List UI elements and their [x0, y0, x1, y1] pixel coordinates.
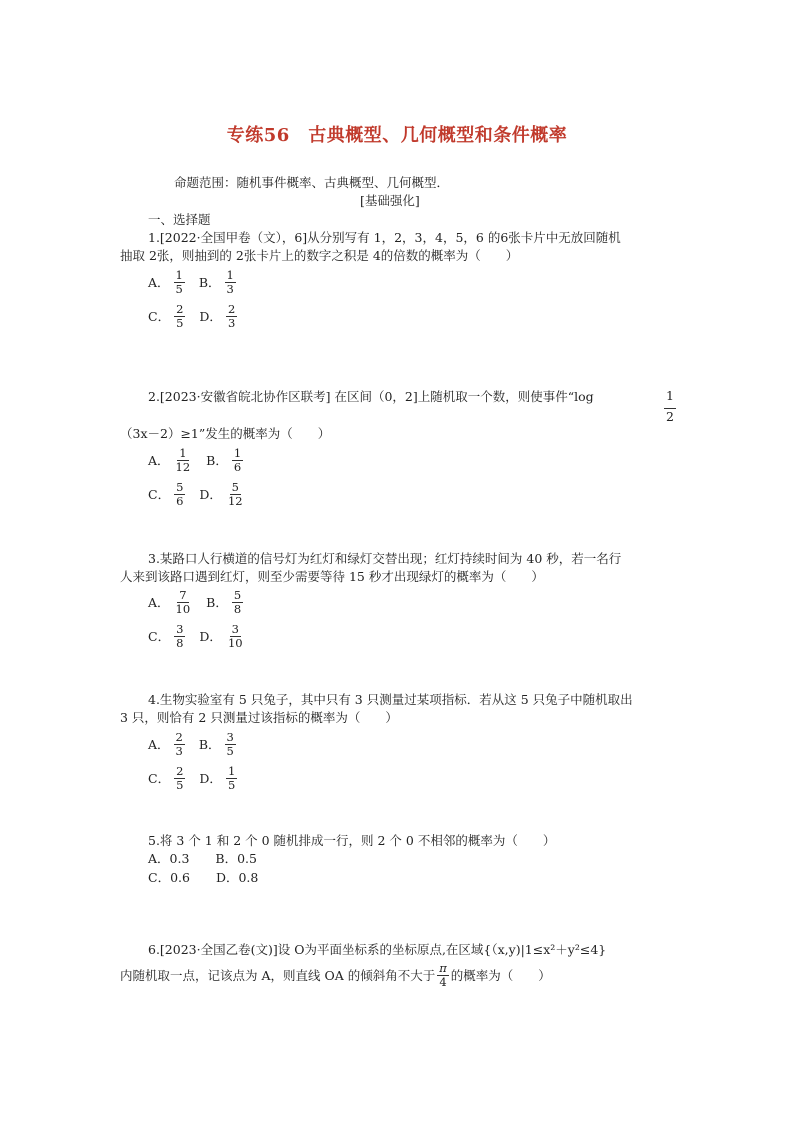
q3-option-d: D． $\frac{3}{10}$ — [199, 621, 243, 650]
q2-options-row2 — [148, 478, 259, 510]
fraction: $\frac{2}{3}$ — [227, 301, 236, 330]
q5-options-row2 — [148, 870, 280, 886]
q4-line2: 3 只，则恰有 2 只测量过该指标的概率为（ ） — [120, 710, 398, 725]
fraction: $\frac{1}{12}$ — [175, 445, 191, 474]
page-title: 专练56 古典概型、几何概型和条件概率 — [226, 125, 568, 146]
fraction: $\frac{5}{8}$ — [233, 587, 242, 616]
section-heading: 一、选择题 — [148, 212, 211, 227]
q2-option-d: D． $\frac{5}{12}$ — [199, 479, 243, 508]
fraction: $\frac{3}{10}$ — [227, 621, 243, 650]
q4-options-row2 — [148, 762, 251, 794]
q3-line1: 3.某路口人行横道的信号灯为红灯和绿灯交替出现；红灯持续时间为 40 秒，若一名行 — [148, 551, 622, 566]
q2-option-a: A． $\frac{1}{12}$ — [148, 445, 191, 474]
q2-options-row1 — [148, 444, 257, 476]
pi-over-four-fraction: $\frac{\pi}{4}$ — [439, 961, 447, 989]
fraction: $\frac{1}{3}$ — [226, 267, 234, 296]
q5-option-d: D．0.8 — [215, 870, 259, 885]
q5-option-b: B．0.5 — [215, 851, 257, 866]
log-base-num: 1 — [666, 388, 674, 403]
q4-option-a: A． $\frac{2}{3}$ — [148, 729, 183, 758]
log-base-den: 2 — [664, 408, 676, 425]
q4-options-row1 — [148, 728, 250, 760]
q5-line1: 5.将 3 个 1 和 2 个 0 随机排成一行，则 2 个 0 不相邻的概率为（ ） — [148, 833, 556, 848]
fraction: $\frac{2}{3}$ — [175, 729, 183, 758]
q4-line1: 4.生物实验室有 5 只兔子，其中只有 3 只测量过某项指标．若从这 5 只兔子中随机取出 — [148, 692, 633, 707]
q1-options-row1 — [148, 266, 250, 298]
q3-options-row1 — [148, 586, 257, 618]
fraction: $\frac{3}{8}$ — [176, 621, 184, 650]
q4-option-b: B． $\frac{3}{5}$ — [198, 729, 234, 758]
q3-option-a: A． $\frac{7}{10}$ — [148, 587, 191, 616]
q1-line1: 1.[2022·全国甲卷（文），6]从分别写有 1，2，3，4，5，6 的6张卡片中无放回随机 — [148, 230, 621, 245]
q3-options-row2 — [148, 620, 259, 652]
q2-line1: 2.[2023·安徽省皖北协作区联考] 在区间（0，2]上随机取一个数，则使事件“log — [148, 389, 594, 404]
q1-option-a: A． $\frac{1}{5}$ — [148, 267, 183, 296]
q1-option-c: C． $\frac{2}{5}$ — [148, 301, 184, 330]
fraction: $\frac{1}{6}$ — [233, 445, 242, 474]
q6-line2: 内随机取一点，记该点为 A，则直线 OA 的倾斜角不大于 $\frac{\pi}{4}$ 的概率为（ ） — [120, 961, 551, 989]
scope-line: 命题范围：随机事件概率、古典概型、几何概型． — [174, 175, 450, 190]
fraction: $\frac{1}{5}$ — [175, 267, 183, 296]
q2-line2: （3x－2）≥1”发生的概率为（ ） — [120, 426, 331, 441]
q3-option-b: B． $\frac{5}{8}$ — [206, 587, 242, 616]
fraction: $\frac{5}{12}$ — [227, 479, 243, 508]
q1-line2: 抽取 2张，则抽到的 2张卡片上的数字之积是 4的倍数的概率为（ ） — [120, 248, 519, 263]
fraction: $\frac{3}{5}$ — [226, 729, 234, 758]
fraction: $\frac{5}{6}$ — [176, 479, 184, 508]
q2-option-c: C． $\frac{5}{6}$ — [148, 479, 184, 508]
section-tag: [基础强化] — [360, 193, 420, 208]
q5-option-a: A．0.3 — [148, 851, 190, 866]
q4-option-d: D． $\frac{1}{5}$ — [199, 763, 236, 792]
q2-option-b: B． $\frac{1}{6}$ — [206, 445, 242, 474]
fraction: $\frac{2}{5}$ — [176, 763, 184, 792]
q3-option-c: C． $\frac{3}{8}$ — [148, 621, 184, 650]
q5-options-row1 — [148, 851, 279, 867]
fraction: $\frac{7}{10}$ — [175, 587, 191, 616]
q4-option-c: C． $\frac{2}{5}$ — [148, 763, 184, 792]
q1-option-b: B． $\frac{1}{3}$ — [198, 267, 234, 296]
q1-option-d: D． $\frac{2}{3}$ — [199, 301, 236, 330]
q6-line1: 6.[2023·全国乙卷(文)]设 O为平面坐标系的坐标原点,在区域{（x,y)|1≤x²＋y²≤4} — [148, 942, 607, 957]
fraction: $\frac{1}{5}$ — [227, 763, 236, 792]
q5-option-c: C．0.6 — [148, 870, 190, 885]
q3-line2: 人来到该路口遇到红灯，则至少需要等待 15 秒才出现绿灯的概率为（ ） — [120, 569, 544, 584]
q1-options-row2 — [148, 300, 251, 332]
fraction: $\frac{2}{5}$ — [176, 301, 184, 330]
